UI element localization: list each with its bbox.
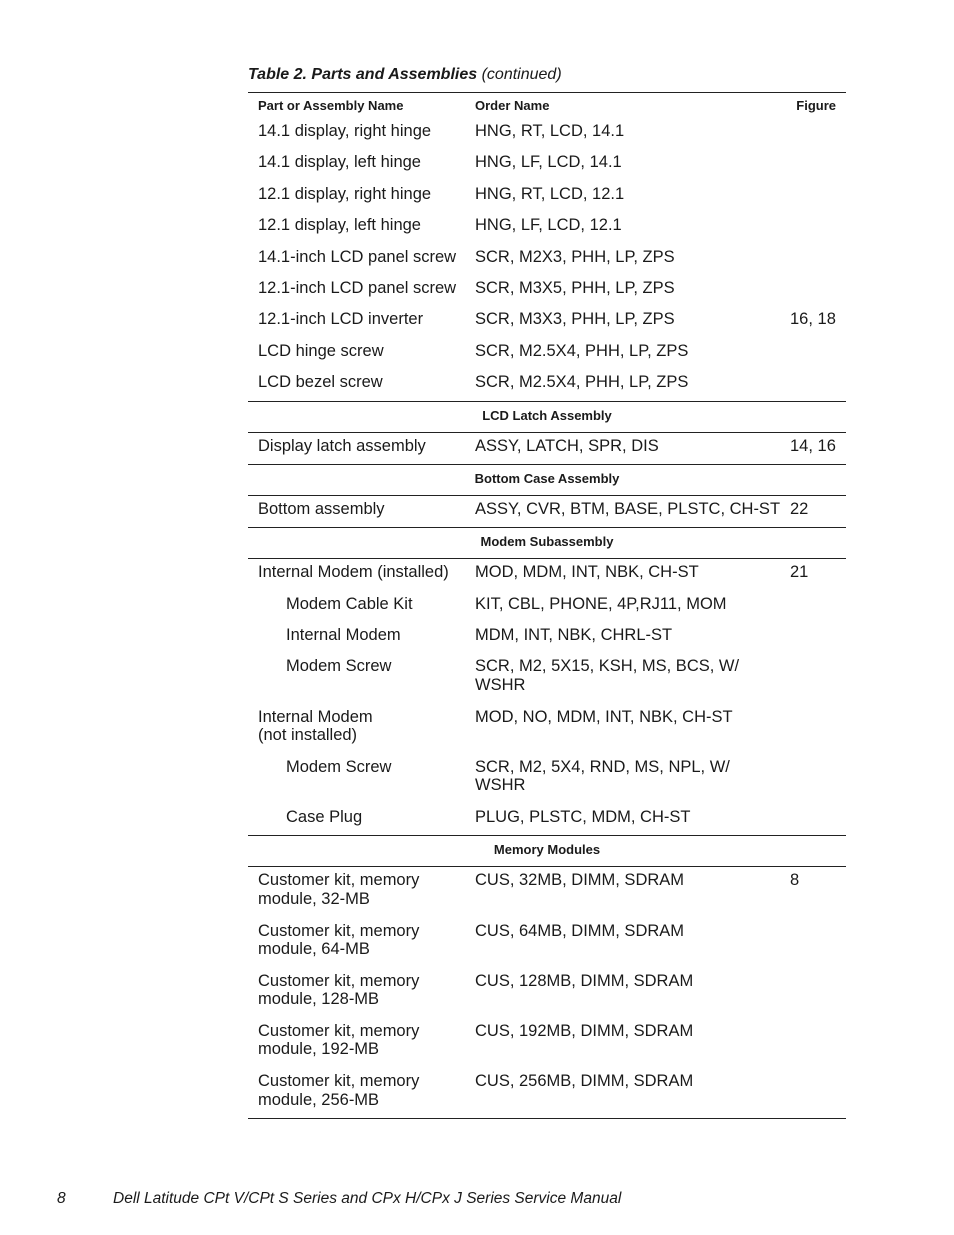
order-name-cell xyxy=(475,922,780,941)
table-body xyxy=(248,118,846,1118)
order-name-text: SCR, M2, 5X4, RND, MS, NPL, W/ xyxy=(475,757,730,776)
part-name-cell xyxy=(258,1072,468,1109)
part-name-cell xyxy=(286,758,468,777)
order-name-text: CUS, 128MB, DIMM, SDRAM xyxy=(475,971,694,990)
table-row xyxy=(248,653,846,703)
table-caption xyxy=(248,64,562,86)
part-name-text: Customer kit, memory xyxy=(258,921,420,940)
section-heading: Bottom Case Assembly xyxy=(248,464,846,496)
order-name-cell xyxy=(475,871,780,890)
order-name-text: WSHR xyxy=(475,675,526,694)
part-name-text: 14.1 display, right hinge xyxy=(258,122,432,140)
part-name-text: Modem Screw xyxy=(286,757,392,776)
figure-cell: 14, 16 xyxy=(790,436,836,455)
part-name-cell xyxy=(258,279,468,298)
part-name-text: module, 64-MB xyxy=(258,940,370,959)
table-row xyxy=(248,181,846,212)
part-name-cell xyxy=(258,500,468,519)
manual-title: Dell Latitude CPt V/CPt S Series and CPx H/CPx J Series Service Manual xyxy=(113,1190,622,1207)
order-name-text: MOD, NO, MDM, INT, NBK, CH-ST xyxy=(475,707,733,726)
part-name-text: 12.1-inch LCD panel screw xyxy=(258,278,457,297)
table-row xyxy=(248,149,846,180)
order-name-text: SCR, M3X3, PHH, LP, ZPS xyxy=(475,310,675,329)
order-name-text: PLUG, PLSTC, MDM, CH-ST xyxy=(475,808,691,827)
order-name-text: WSHR xyxy=(475,776,526,795)
section-heading: Modem Subassembly xyxy=(248,527,846,559)
part-name-text: LCD hinge screw xyxy=(258,341,384,360)
part-name-text: 14.1-inch LCD panel screw xyxy=(258,247,457,266)
part-name-text: module, 256-MB xyxy=(258,1090,380,1109)
figure-cell: 8 xyxy=(790,871,800,890)
table-row xyxy=(248,968,846,1018)
order-name-text: ASSY, LATCH, SPR, DIS xyxy=(475,436,659,455)
table-row xyxy=(248,496,846,527)
part-name-text: Customer kit, memory xyxy=(258,971,420,990)
order-name-cell xyxy=(475,972,780,991)
figure-cell: 22 xyxy=(790,499,809,518)
part-name-text: module, 192-MB xyxy=(258,1040,380,1059)
order-name-cell xyxy=(475,437,780,456)
part-name-text: LCD bezel screw xyxy=(258,373,383,392)
part-name-cell xyxy=(258,122,468,141)
part-name-text: 12.1-inch LCD inverter xyxy=(258,310,424,329)
section-heading: LCD Latch Assembly xyxy=(248,401,846,433)
part-name-cell xyxy=(258,216,468,235)
part-name-cell xyxy=(258,871,468,908)
part-name-text: Modem Screw xyxy=(286,657,392,676)
table-row xyxy=(248,275,846,306)
table-row xyxy=(248,212,846,243)
part-name-cell xyxy=(258,342,468,361)
order-name-cell xyxy=(475,595,780,614)
part-name-cell xyxy=(286,626,468,645)
part-name-cell xyxy=(258,310,468,329)
part-name-cell xyxy=(258,437,468,456)
table-header-row xyxy=(248,93,846,118)
table-row xyxy=(248,804,846,835)
order-name-text: ASSY, CVR, BTM, BASE, PLSTC, CH-ST xyxy=(475,499,781,518)
table-row xyxy=(248,1068,846,1118)
order-name-cell xyxy=(475,563,780,582)
part-name-text: Bottom assembly xyxy=(258,499,385,518)
order-name-text: KIT, CBL, PHONE, 4P,RJ11, MOM xyxy=(475,594,727,613)
order-name-cell xyxy=(475,1022,780,1041)
order-name-text: CUS, 32MB, DIMM, SDRAM xyxy=(475,871,685,890)
table-row xyxy=(248,369,846,400)
part-name-cell xyxy=(258,922,468,959)
order-name-text: CUS, 64MB, DIMM, SDRAM xyxy=(475,921,685,940)
order-name-cell xyxy=(475,153,780,172)
table-row xyxy=(248,622,846,653)
part-name-cell xyxy=(258,1022,468,1059)
header-part-name: Part or Assembly Name xyxy=(258,98,404,113)
order-name-cell xyxy=(475,808,780,827)
part-name-text: Internal Modem xyxy=(258,707,373,726)
parts-table xyxy=(248,92,846,1119)
part-name-text: Case Plug xyxy=(286,808,363,827)
order-name-text: HNG, LF, LCD, 14.1 xyxy=(475,153,622,172)
order-name-cell xyxy=(475,310,780,329)
part-name-cell xyxy=(286,595,468,614)
table-row xyxy=(248,306,846,337)
part-name-text: Customer kit, memory xyxy=(258,871,420,890)
section-heading: Memory Modules xyxy=(248,835,846,867)
table-row xyxy=(248,918,846,968)
part-name-cell xyxy=(286,808,468,827)
order-name-text: CUS, 192MB, DIMM, SDRAM xyxy=(475,1021,694,1040)
order-name-text: HNG, RT, LCD, 14.1 xyxy=(475,122,625,140)
part-name-text: 14.1 display, left hinge xyxy=(258,153,421,172)
order-name-text: SCR, M2, 5X15, KSH, MS, BCS, W/ xyxy=(475,657,740,676)
part-name-text: Modem Cable Kit xyxy=(286,594,413,613)
table-row xyxy=(248,338,846,369)
part-name-text: 12.1 display, left hinge xyxy=(258,216,421,235)
order-name-cell xyxy=(475,122,780,141)
order-name-cell xyxy=(475,373,780,392)
order-name-text: CUS, 256MB, DIMM, SDRAM xyxy=(475,1072,694,1091)
order-name-text: HNG, RT, LCD, 12.1 xyxy=(475,184,625,203)
order-name-cell xyxy=(475,342,780,361)
order-name-cell xyxy=(475,708,780,727)
order-name-cell xyxy=(475,185,780,204)
order-name-text: MOD, MDM, INT, NBK, CH-ST xyxy=(475,563,699,582)
table-row xyxy=(248,244,846,275)
page-number: 8 xyxy=(57,1190,66,1207)
table-continued-note: (continued) xyxy=(481,66,562,83)
part-name-cell xyxy=(258,563,468,582)
order-name-cell xyxy=(475,500,780,519)
table-row xyxy=(248,591,846,622)
figure-cell: 21 xyxy=(790,563,809,582)
table-row xyxy=(248,559,846,590)
order-name-cell xyxy=(475,657,780,694)
table-row xyxy=(248,754,846,804)
part-name-text: module, 128-MB xyxy=(258,990,380,1009)
table-row xyxy=(248,118,846,149)
order-name-text: MDM, INT, NBK, CHRL-ST xyxy=(475,626,673,645)
table-row xyxy=(248,867,846,917)
order-name-cell xyxy=(475,1072,780,1091)
header-figure: Figure xyxy=(796,98,836,113)
part-name-cell xyxy=(258,972,468,1009)
header-order-name: Order Name xyxy=(475,98,550,113)
order-name-text: SCR, M3X5, PHH, LP, ZPS xyxy=(475,278,675,297)
order-name-text: SCR, M2X3, PHH, LP, ZPS xyxy=(475,247,675,266)
part-name-cell xyxy=(258,185,468,204)
part-name-text: Display latch assembly xyxy=(258,436,426,455)
table-row xyxy=(248,1018,846,1068)
part-name-text: Customer kit, memory xyxy=(258,1072,420,1091)
part-name-text: module, 32-MB xyxy=(258,889,370,908)
figure-cell: 16, 18 xyxy=(790,310,836,329)
part-name-text: Customer kit, memory xyxy=(258,1021,420,1040)
table-bottom-rule xyxy=(248,1118,846,1119)
table-row xyxy=(248,433,846,464)
part-name-cell xyxy=(258,373,468,392)
order-name-cell xyxy=(475,279,780,298)
order-name-text: HNG, LF, LCD, 12.1 xyxy=(475,216,622,235)
part-name-text: Internal Modem xyxy=(286,626,401,645)
part-name-cell xyxy=(258,153,468,172)
order-name-cell xyxy=(475,758,780,795)
order-name-text: SCR, M2.5X4, PHH, LP, ZPS xyxy=(475,373,689,392)
table-row xyxy=(248,704,846,754)
part-name-cell xyxy=(258,708,468,745)
order-name-text: SCR, M2.5X4, PHH, LP, ZPS xyxy=(475,341,689,360)
part-name-text: Internal Modem (installed) xyxy=(258,563,449,582)
part-name-cell xyxy=(286,657,468,676)
part-name-text: (not installed) xyxy=(258,726,358,745)
table-title: Table 2. Parts and Assemblies xyxy=(248,66,478,83)
order-name-cell xyxy=(475,216,780,235)
part-name-cell xyxy=(258,248,468,267)
order-name-cell xyxy=(475,626,780,645)
order-name-cell xyxy=(475,248,780,267)
part-name-text: 12.1 display, right hinge xyxy=(258,184,432,203)
